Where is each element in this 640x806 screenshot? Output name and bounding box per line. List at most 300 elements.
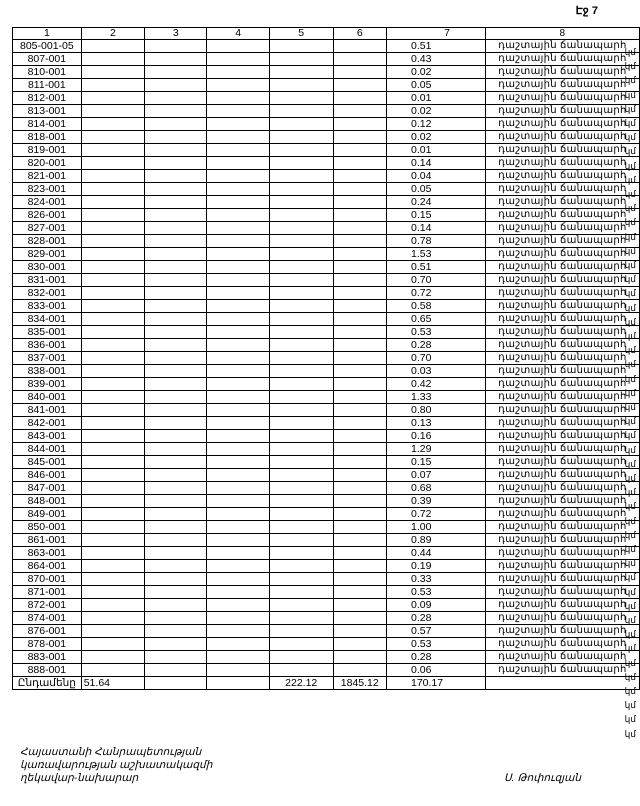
purpose-cell: դաշտային ճանապարհ bbox=[485, 547, 639, 560]
empty-cell bbox=[333, 391, 386, 404]
empty-cell bbox=[207, 534, 269, 547]
empty-cell bbox=[269, 92, 333, 105]
column-header-5: 5 bbox=[269, 28, 333, 40]
table-row bbox=[13, 586, 640, 599]
side-mark: կմ bbox=[624, 572, 636, 583]
empty-cell bbox=[333, 378, 386, 391]
empty-cell bbox=[333, 339, 386, 352]
land-register-table bbox=[12, 27, 640, 690]
empty-cell bbox=[81, 391, 144, 404]
empty-cell bbox=[333, 365, 386, 378]
empty-cell bbox=[333, 456, 386, 469]
empty-cell bbox=[81, 573, 144, 586]
area-value: 0.09 bbox=[387, 599, 486, 612]
purpose-cell: դաշտային ճանապարհ bbox=[485, 248, 639, 261]
empty-cell bbox=[81, 508, 144, 521]
parcel-code: 831-001 bbox=[13, 274, 82, 287]
empty-cell bbox=[145, 651, 207, 664]
empty-cell bbox=[207, 274, 269, 287]
side-mark: կմ bbox=[624, 146, 636, 157]
empty-cell bbox=[269, 495, 333, 508]
parcel-code: 830-001 bbox=[13, 261, 82, 274]
empty-cell bbox=[207, 209, 269, 222]
table-row bbox=[13, 274, 640, 287]
column-header-3: 3 bbox=[145, 28, 207, 40]
purpose-cell: դաշտային ճանապարհ bbox=[485, 560, 639, 573]
table-body bbox=[13, 40, 640, 690]
empty-cell bbox=[333, 404, 386, 417]
side-mark: կմ bbox=[624, 75, 636, 86]
parcel-code: 832-001 bbox=[13, 287, 82, 300]
empty-cell bbox=[333, 638, 386, 651]
purpose-cell: դաշտային ճանապարհ bbox=[485, 274, 639, 287]
area-value: 0.05 bbox=[387, 79, 486, 92]
empty-cell bbox=[145, 131, 207, 144]
parcel-code: 828-001 bbox=[13, 235, 82, 248]
parcel-code: 876-001 bbox=[13, 625, 82, 638]
parcel-code: 827-001 bbox=[13, 222, 82, 235]
empty-cell bbox=[81, 105, 144, 118]
area-value: 0.05 bbox=[387, 183, 486, 196]
side-mark: կմ bbox=[624, 203, 636, 214]
empty-cell bbox=[207, 378, 269, 391]
side-mark: կմ bbox=[624, 501, 636, 512]
table-row bbox=[13, 365, 640, 378]
purpose-cell: դաշտային ճանապարհ bbox=[485, 391, 639, 404]
purpose-cell: դաշտային ճանապարհ bbox=[485, 534, 639, 547]
total-value: 170.17 bbox=[387, 677, 486, 690]
empty-cell bbox=[81, 612, 144, 625]
empty-cell bbox=[207, 456, 269, 469]
purpose-cell: դաշտային ճանապարհ bbox=[485, 664, 639, 677]
empty-cell bbox=[333, 664, 386, 677]
area-value: 0.28 bbox=[387, 339, 486, 352]
empty-cell bbox=[81, 625, 144, 638]
empty-cell bbox=[333, 313, 386, 326]
table-row bbox=[13, 508, 640, 521]
side-mark: կմ bbox=[624, 373, 636, 384]
empty-cell bbox=[81, 170, 144, 183]
empty-cell bbox=[145, 339, 207, 352]
empty-cell bbox=[333, 482, 386, 495]
empty-cell bbox=[81, 560, 144, 573]
empty-cell bbox=[269, 144, 333, 157]
empty-cell bbox=[269, 508, 333, 521]
purpose-cell: դաշտային ճանապարհ bbox=[485, 339, 639, 352]
empty-cell bbox=[145, 235, 207, 248]
purpose-cell: դաշտային ճանապարհ bbox=[485, 638, 639, 651]
area-value: 0.07 bbox=[387, 469, 486, 482]
purpose-cell: դաշտային ճանապարհ bbox=[485, 521, 639, 534]
purpose-cell: դաշտային ճանապարհ bbox=[485, 508, 639, 521]
table-row bbox=[13, 105, 640, 118]
side-mark: կմ bbox=[624, 316, 636, 327]
table-row bbox=[13, 482, 640, 495]
table-row bbox=[13, 638, 640, 651]
side-mark: կմ bbox=[624, 274, 636, 285]
table-row bbox=[13, 534, 640, 547]
empty-cell bbox=[145, 144, 207, 157]
empty-cell bbox=[207, 521, 269, 534]
area-value: 1.53 bbox=[387, 248, 486, 261]
empty-cell bbox=[269, 612, 333, 625]
empty-cell bbox=[269, 209, 333, 222]
parcel-code: 840-001 bbox=[13, 391, 82, 404]
purpose-cell: դաշտային ճանապարհ bbox=[485, 66, 639, 79]
empty-cell bbox=[145, 183, 207, 196]
empty-cell bbox=[269, 534, 333, 547]
empty-cell bbox=[333, 157, 386, 170]
empty-cell bbox=[269, 599, 333, 612]
purpose-cell: դաշտային ճանապարհ bbox=[485, 40, 639, 53]
empty-cell bbox=[269, 183, 333, 196]
side-mark: կմ bbox=[624, 643, 636, 654]
side-mark: կմ bbox=[624, 671, 636, 682]
empty-cell bbox=[207, 92, 269, 105]
area-value: 0.70 bbox=[387, 352, 486, 365]
purpose-cell: դաշտային ճանապարհ bbox=[485, 599, 639, 612]
column-header-1: 1 bbox=[13, 28, 82, 40]
column-header-7: 7 bbox=[387, 28, 486, 40]
side-mark: կմ bbox=[624, 657, 636, 668]
empty-cell bbox=[207, 417, 269, 430]
table-row bbox=[13, 495, 640, 508]
empty-cell bbox=[333, 495, 386, 508]
empty-cell bbox=[207, 560, 269, 573]
side-mark: կմ bbox=[624, 515, 636, 526]
empty-cell bbox=[333, 66, 386, 79]
empty-cell bbox=[333, 508, 386, 521]
empty-cell bbox=[207, 469, 269, 482]
empty-cell bbox=[269, 482, 333, 495]
table-row bbox=[13, 378, 640, 391]
empty-cell bbox=[81, 300, 144, 313]
empty-cell bbox=[269, 313, 333, 326]
table-row bbox=[13, 443, 640, 456]
area-value: 0.39 bbox=[387, 495, 486, 508]
empty-cell bbox=[269, 651, 333, 664]
empty-cell bbox=[145, 495, 207, 508]
empty-cell bbox=[333, 183, 386, 196]
empty-cell bbox=[207, 66, 269, 79]
empty-cell bbox=[81, 586, 144, 599]
empty-cell bbox=[207, 235, 269, 248]
empty-cell bbox=[81, 352, 144, 365]
table-row bbox=[13, 625, 640, 638]
empty-cell bbox=[333, 599, 386, 612]
column-header-4: 4 bbox=[207, 28, 269, 40]
area-value: 0.02 bbox=[387, 105, 486, 118]
empty-cell bbox=[207, 599, 269, 612]
table-row bbox=[13, 183, 640, 196]
header-row bbox=[13, 28, 640, 40]
area-value: 0.04 bbox=[387, 170, 486, 183]
empty-cell bbox=[81, 339, 144, 352]
area-value: 0.28 bbox=[387, 612, 486, 625]
side-mark: կմ bbox=[624, 118, 636, 128]
empty-cell bbox=[269, 105, 333, 118]
empty-cell bbox=[269, 261, 333, 274]
parcel-code: 813-001 bbox=[13, 105, 82, 118]
parcel-code: 821-001 bbox=[13, 170, 82, 183]
parcel-code: 810-001 bbox=[13, 66, 82, 79]
side-mark: կմ bbox=[624, 302, 636, 313]
empty-cell bbox=[145, 456, 207, 469]
page-number: Էջ 7 bbox=[575, 5, 598, 17]
parcel-code: 823-001 bbox=[13, 183, 82, 196]
empty-cell bbox=[145, 313, 207, 326]
table-row bbox=[13, 144, 640, 157]
area-value: 0.03 bbox=[387, 365, 486, 378]
table-row bbox=[13, 92, 640, 105]
purpose-cell: դաշտային ճանապարհ bbox=[485, 157, 639, 170]
empty-cell bbox=[145, 300, 207, 313]
parcel-code: 864-001 bbox=[13, 560, 82, 573]
empty-cell bbox=[207, 430, 269, 443]
purpose-cell: դաշտային ճանապարհ bbox=[485, 313, 639, 326]
area-value: 0.53 bbox=[387, 326, 486, 339]
table-row bbox=[13, 456, 640, 469]
empty-cell bbox=[333, 521, 386, 534]
empty-cell bbox=[269, 274, 333, 287]
table-row bbox=[13, 118, 640, 131]
empty-cell bbox=[207, 664, 269, 677]
empty-cell bbox=[145, 391, 207, 404]
table-row bbox=[13, 326, 640, 339]
empty-cell bbox=[269, 625, 333, 638]
empty-cell bbox=[269, 404, 333, 417]
column-header-8: 8 bbox=[485, 28, 639, 40]
empty-cell bbox=[145, 105, 207, 118]
empty-cell bbox=[145, 547, 207, 560]
table-row bbox=[13, 612, 640, 625]
parcel-code: 807-001 bbox=[13, 53, 82, 66]
empty-cell bbox=[207, 443, 269, 456]
table-row bbox=[13, 430, 640, 443]
empty-cell bbox=[333, 443, 386, 456]
parcel-code: 835-001 bbox=[13, 326, 82, 339]
empty-cell bbox=[333, 79, 386, 92]
table-row bbox=[13, 209, 640, 222]
empty-cell bbox=[145, 573, 207, 586]
table-row bbox=[13, 261, 640, 274]
empty-cell bbox=[145, 274, 207, 287]
purpose-cell: դաշտային ճանապարհ bbox=[485, 105, 639, 118]
empty-cell bbox=[269, 391, 333, 404]
side-mark: կմ bbox=[624, 416, 636, 427]
empty-cell bbox=[269, 300, 333, 313]
empty-cell bbox=[333, 235, 386, 248]
empty-cell bbox=[269, 222, 333, 235]
side-mark: կմ bbox=[624, 174, 636, 185]
empty-cell bbox=[333, 612, 386, 625]
area-value: 0.72 bbox=[387, 287, 486, 300]
area-value: 0.02 bbox=[387, 66, 486, 79]
empty-cell bbox=[145, 612, 207, 625]
empty-cell bbox=[207, 651, 269, 664]
side-mark: կմ bbox=[624, 231, 636, 242]
empty-cell bbox=[81, 482, 144, 495]
empty-cell bbox=[81, 417, 144, 430]
empty-cell bbox=[81, 157, 144, 170]
purpose-cell: դաշտային ճանապարհ bbox=[485, 222, 639, 235]
empty-cell bbox=[81, 196, 144, 209]
side-mark: կմ bbox=[624, 245, 636, 256]
column-header-6: 6 bbox=[333, 28, 386, 40]
empty-cell bbox=[207, 144, 269, 157]
parcel-code: 861-001 bbox=[13, 534, 82, 547]
empty-cell bbox=[145, 261, 207, 274]
empty-cell bbox=[207, 391, 269, 404]
table-row bbox=[13, 547, 640, 560]
empty-cell bbox=[81, 261, 144, 274]
empty-cell bbox=[81, 287, 144, 300]
empty-cell bbox=[207, 53, 269, 66]
empty-cell bbox=[269, 521, 333, 534]
side-mark: կմ bbox=[624, 103, 636, 114]
empty-cell bbox=[81, 66, 144, 79]
empty-cell bbox=[145, 469, 207, 482]
empty-cell bbox=[145, 40, 207, 53]
table-row bbox=[13, 352, 640, 365]
empty-cell bbox=[81, 638, 144, 651]
table-row bbox=[13, 651, 640, 664]
empty-cell bbox=[81, 118, 144, 131]
purpose-cell: դաշտային ճանապարհ bbox=[485, 495, 639, 508]
purpose-cell: դաշտային ճանապարհ bbox=[485, 183, 639, 196]
purpose-cell: դաշտային ճանապարհ bbox=[485, 417, 639, 430]
purpose-cell: դաշտային ճանապարհ bbox=[485, 326, 639, 339]
empty-cell bbox=[145, 92, 207, 105]
empty-cell bbox=[269, 235, 333, 248]
empty-cell bbox=[81, 404, 144, 417]
empty-cell bbox=[269, 352, 333, 365]
parcel-code: 836-001 bbox=[13, 339, 82, 352]
empty-cell bbox=[333, 534, 386, 547]
empty-cell bbox=[333, 430, 386, 443]
table-row bbox=[13, 391, 640, 404]
parcel-code: 833-001 bbox=[13, 300, 82, 313]
empty-cell bbox=[81, 40, 144, 53]
empty-cell bbox=[333, 170, 386, 183]
table-row bbox=[13, 222, 640, 235]
table-row bbox=[13, 521, 640, 534]
table-row bbox=[13, 170, 640, 183]
empty-cell bbox=[145, 209, 207, 222]
side-mark: կմ bbox=[624, 260, 636, 270]
area-value: 0.42 bbox=[387, 378, 486, 391]
empty-cell bbox=[145, 625, 207, 638]
empty-cell bbox=[333, 352, 386, 365]
empty-cell bbox=[269, 573, 333, 586]
empty-cell bbox=[207, 677, 269, 690]
empty-cell bbox=[145, 521, 207, 534]
empty-cell bbox=[269, 443, 333, 456]
parcel-code: 819-001 bbox=[13, 144, 82, 157]
empty-cell bbox=[207, 313, 269, 326]
parcel-code: 811-001 bbox=[13, 79, 82, 92]
empty-cell bbox=[145, 157, 207, 170]
empty-cell bbox=[269, 365, 333, 378]
purpose-cell: դաշտային ճանապարհ bbox=[485, 651, 639, 664]
purpose-cell: դաշտային ճանապարհ bbox=[485, 170, 639, 183]
side-mark: կմ bbox=[624, 529, 636, 540]
empty-cell bbox=[145, 508, 207, 521]
empty-cell bbox=[269, 339, 333, 352]
empty-cell bbox=[269, 118, 333, 131]
side-mark: կմ bbox=[624, 714, 636, 725]
parcel-code: 878-001 bbox=[13, 638, 82, 651]
empty-cell bbox=[269, 664, 333, 677]
table-row bbox=[13, 339, 640, 352]
side-mark: կմ bbox=[624, 430, 636, 441]
empty-cell bbox=[333, 625, 386, 638]
empty-cell bbox=[269, 196, 333, 209]
area-value: 1.33 bbox=[387, 391, 486, 404]
purpose-cell: դաշտային ճանապարհ bbox=[485, 79, 639, 92]
side-mark: կմ bbox=[624, 288, 636, 299]
side-mark: կմ bbox=[624, 444, 636, 455]
empty-cell bbox=[81, 313, 144, 326]
area-value: 0.68 bbox=[387, 482, 486, 495]
area-value: 0.57 bbox=[387, 625, 486, 638]
empty-cell bbox=[81, 209, 144, 222]
table-row bbox=[13, 417, 640, 430]
empty-cell bbox=[145, 196, 207, 209]
area-value: 0.24 bbox=[387, 196, 486, 209]
empty-cell bbox=[81, 183, 144, 196]
empty-cell bbox=[145, 534, 207, 547]
totals-row bbox=[13, 677, 640, 690]
area-value: 0.12 bbox=[387, 118, 486, 131]
org-line-2: կառավարության աշխատակազմի bbox=[20, 759, 213, 771]
empty-cell bbox=[269, 66, 333, 79]
parcel-code: 824-001 bbox=[13, 196, 82, 209]
empty-cell bbox=[145, 222, 207, 235]
parcel-code: 826-001 bbox=[13, 209, 82, 222]
area-value: 0.15 bbox=[387, 209, 486, 222]
empty-cell bbox=[145, 365, 207, 378]
empty-cell bbox=[81, 547, 144, 560]
empty-cell bbox=[81, 92, 144, 105]
empty-cell bbox=[207, 79, 269, 92]
empty-cell bbox=[207, 638, 269, 651]
table-row bbox=[13, 469, 640, 482]
area-value: 0.51 bbox=[387, 40, 486, 53]
table-row bbox=[13, 248, 640, 261]
empty-cell bbox=[81, 235, 144, 248]
side-mark: կմ bbox=[624, 387, 636, 398]
table-row bbox=[13, 560, 640, 573]
area-value: 0.15 bbox=[387, 456, 486, 469]
empty-cell bbox=[333, 118, 386, 131]
table-row bbox=[13, 53, 640, 66]
side-mark: կմ bbox=[624, 473, 636, 483]
purpose-cell: դաշտային ճանապարհ bbox=[485, 612, 639, 625]
empty-cell bbox=[269, 638, 333, 651]
empty-cell bbox=[81, 599, 144, 612]
purpose-cell: դաշտային ճանապարհ bbox=[485, 625, 639, 638]
empty-cell bbox=[81, 495, 144, 508]
empty-cell bbox=[207, 170, 269, 183]
empty-cell bbox=[145, 378, 207, 391]
area-value: 0.51 bbox=[387, 261, 486, 274]
empty-cell bbox=[207, 326, 269, 339]
column-header-2: 2 bbox=[81, 28, 144, 40]
parcel-code: 845-001 bbox=[13, 456, 82, 469]
empty-cell bbox=[207, 586, 269, 599]
org-line-3: ղեկավար-նախարար bbox=[20, 772, 139, 784]
